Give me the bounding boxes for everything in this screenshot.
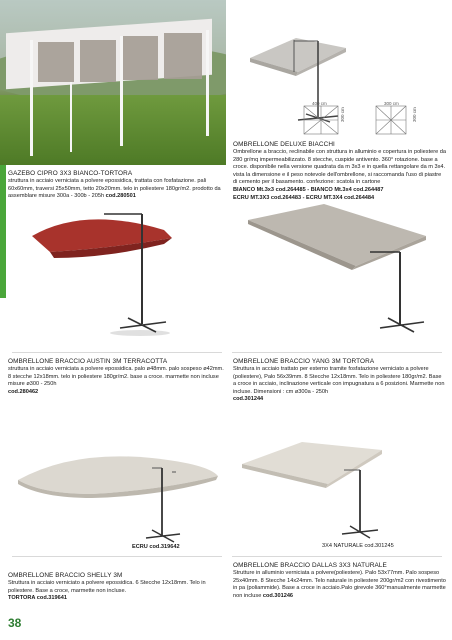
- yang-description: [233, 358, 446, 404]
- shelly-description: [8, 572, 226, 603]
- gazebo-photo: [0, 0, 226, 165]
- dallas-body: Strutture in alluminio verniciata a polvere(poliestere). Palo 53x77mm. Palo sospeso 25x40mm. 8 Stecche 14x24mm. Telo naturale in poliestere 200gr/m2 con rivestimento in pa (poliammide). Base a croce in acciaio.Palo girevole 360°manualmente marmette non incluse cod.301246: [233, 570, 446, 599]
- dim-label-3: 300 cm: [384, 101, 399, 106]
- gazebo-description: [8, 170, 226, 201]
- dallas-title: OMBRELLONE BRACCIO DALLAS 3X3 NATURALE: [233, 562, 387, 569]
- austin-umbrella-illustration: [14, 200, 214, 340]
- austin-description: [8, 358, 226, 396]
- gazebo-body: struttura in acciaio verniciata a polvere epossidica, trattata con fosfatazione. pali 60x60mm, traversi 25x50mm, tetto 20x20mm. telo in poliestere 180gr/m2. prodotto da assemblare misure 300a - 300b - 205h cod.280501: [8, 178, 221, 200]
- dallas-umbrella-illustration: [232, 424, 446, 544]
- yang-code: cod.301244: [233, 396, 264, 403]
- deluxe-code-ecru: ECRU MT.3X3 cod.264483 - ECRU MT.3X4 cod.264484: [233, 194, 375, 201]
- deluxe-code-white: BIANCO Mt.3x3 cod.264485 - BIANCO Mt.3x4 cod.264487: [233, 186, 384, 193]
- shelly-umbrella-illustration: [12, 428, 226, 548]
- dim-label-2: 300 cm: [340, 107, 345, 122]
- dim-label-4: 300 cm: [412, 107, 417, 122]
- dallas-code: cod.301246: [262, 592, 294, 599]
- deluxe-body: Ombrellone a braccio, reclinabile con struttura in alluminio e copertura in poliestere da 280 gr/mq impermeabilizzato. 8 stecche, cuspide antivento. 360° rotazione. base a croce. disponibile nella versione quadrata da m 3x3 e in quella rettangolare da m 3x4. vista la dimensione e il peso notevole dell'ombrellone, si raccomanda l'uso di piastre di cemento per il basamento. confezione: scatola in cartone: [233, 149, 446, 186]
- austin-title: OMBRELLONE BRACCIO AUSTIN 3M TERRACOTTA: [8, 358, 168, 365]
- divider-left-2: [12, 556, 222, 557]
- shelly-title: OMBRELLONE BRACCIO SHELLY 3M: [8, 572, 123, 579]
- austin-body: struttura in acciaio verniciata a polvere epossidica. palo ø48mm. palo sospeso ø42mm. 8 stecche 12x18mm. telo in poliestere 180gr/m2. base a croce. marmette non incluse misure ø300 - 250h: [8, 366, 224, 388]
- dim-label-1: 400 cm: [312, 101, 327, 106]
- divider-left: [12, 352, 222, 353]
- shelly-body: Struttura in acciaio verniciato a polvere epossidica. 6 Stecche 12x18mm. Telo in poliestere. Base a croce, marmette non incluse.: [8, 580, 206, 594]
- shelly-code: TORTORA cod.319641: [8, 595, 67, 602]
- yang-title: OMBRELLONE BRACCIO YANG 3M TORTORA: [233, 358, 375, 365]
- deluxe-title: OMBRELLONE DELUXE BIACCHI: [233, 141, 335, 148]
- shelly-ecru-label: ECRU cod.319642: [132, 544, 180, 550]
- page-number: 38: [8, 616, 22, 630]
- austin-code: cod.280462: [8, 388, 39, 395]
- deluxe-description: [233, 141, 446, 202]
- yang-umbrella-illustration: [240, 196, 440, 342]
- dallas-variant-label: 3X4 NATURALE cod.301245: [322, 543, 394, 549]
- dallas-description: [233, 562, 446, 600]
- yang-body: Struttura in acciaio trattato per esterno tramite fosfatazione verniciato a polvere (poliestere), Palo 56x39mm. 8 Stecche 12x18mm. Telo in poliestere 180gr/m2. Base a croce in acciaio, inclinazione verticale con impugnatura a 6 posizioni. Marmette non incluse. Dimensioni : cm ø300a - 250h: [233, 366, 445, 395]
- gazebo-code: cod.280501: [105, 193, 136, 200]
- divider-right-2: [232, 556, 442, 557]
- divider-right: [232, 352, 442, 353]
- gazebo-title: GAZEBO CIPRO 3X3 BIANCO-TORTORA: [8, 170, 133, 177]
- austin-shadow: [110, 330, 170, 336]
